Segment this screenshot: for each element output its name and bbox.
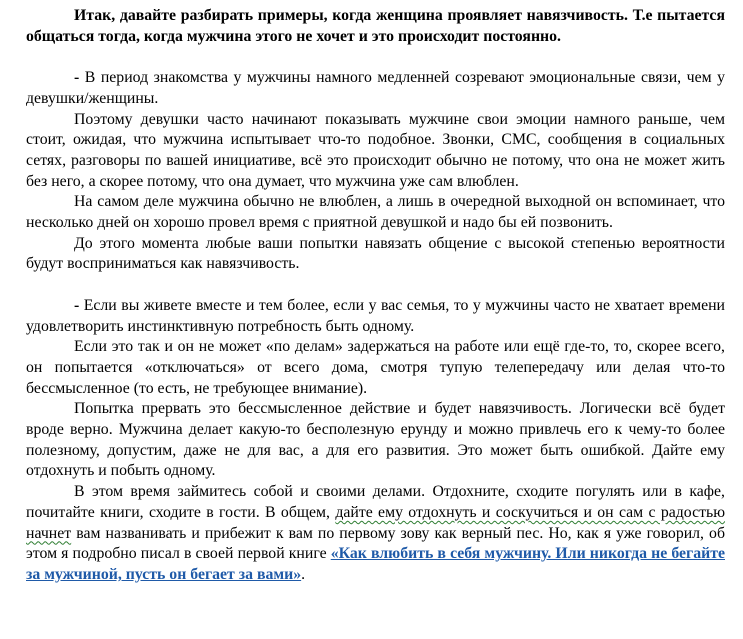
section2-paragraph-1 bbox=[26, 296, 725, 337]
section2-paragraph-4 bbox=[26, 482, 725, 586]
list-dash: - bbox=[74, 296, 80, 314]
section2-paragraph-3: Попытка прервать это бессмысленное действие и будет навязчивость. Логически всё будет вроде верно. Мужчина делает какую-то бесполезную ерунду и можно привлечь его к чему-то более полезному, допустим, даже не для вас, а для его развития. Это может быть ошибкой. Дайте ему отдохнуть и побыть одному. bbox=[26, 400, 725, 480]
section2-text-4-mid: вам названивать и прибежит к вам по первому зову как верный пес. Но, как я уже говорил, об этом я подробно писал в своей первой книге bbox=[26, 524, 725, 563]
blank-line bbox=[26, 275, 725, 296]
grammar-squiggle-text[interactable]: дайте ему отдохнуть и соскучиться и он сам с радостью начнет bbox=[26, 503, 726, 542]
section1-text-1: В период знакомства у мужчины намного медленней созревают эмоциональные связи, чем у девушки/женщины. bbox=[26, 69, 725, 107]
book-link[interactable]: «Как влюбить в себя мужчину. Или никогда не бегайте за мужчиной, пусть он бегает за вами» bbox=[26, 545, 725, 583]
section1-paragraph-1 bbox=[26, 68, 725, 109]
section2-paragraph-2: Если это так и он не может «по делам» задержаться на работе или ещё где-то, то, скорее всего, он попытается «отключаться» от всего дома, смотря тупую телепередачу или делая что-то бессмысленное (то есть, не требующее внимание). bbox=[26, 338, 725, 397]
section2-text-1: Если вы живете вместе и тем более, если у вас семья, то у мужчины часто не хватает времени удовлетворить инстинктивную потребность быть одному. bbox=[26, 296, 726, 335]
section1-paragraph-3: На самом деле мужчина обычно не влюблен, а лишь в очередной выходной он вспоминает, что несколько дней он хорошо провел время с приятной девушкой и надо бы ей позвонить. bbox=[26, 193, 725, 232]
section1-paragraph-4: До этого момента любые ваши попытки навязать общение с высокой степенью вероятности будут восприниматься как навязчивость. bbox=[26, 234, 725, 273]
section1-paragraph-2: Поэтому девушки часто начинают показывать мужчине свои эмоции намного раньше, чем стоит, ожидая, что мужчина испытывает что-то подобное. Звонки, СМС, сообщения в социальных сетях, разговоры по вашей инициативе, всё это происходит обычно не потому, что она не может жить без него, а скорее потому, что она думает, что мужчина уже сам влюблен. bbox=[26, 110, 725, 190]
section2-text-4-start: В этом время займитесь собой и своими делами. Отдохните, сходите погулять или в кафе, почитайте книги, сходите в гости. В общем, bbox=[26, 483, 725, 521]
blank-line bbox=[26, 47, 725, 68]
list-dash: - bbox=[74, 69, 80, 87]
heading-paragraph: Итак, давайте разбирать примеры, когда женщина проявляет навязчивость. Т.е пытается общаться тогда, когда мужчина этого не хочет и это происходит постоянно. bbox=[26, 7, 725, 45]
section2-text-4-end: . bbox=[301, 565, 306, 583]
